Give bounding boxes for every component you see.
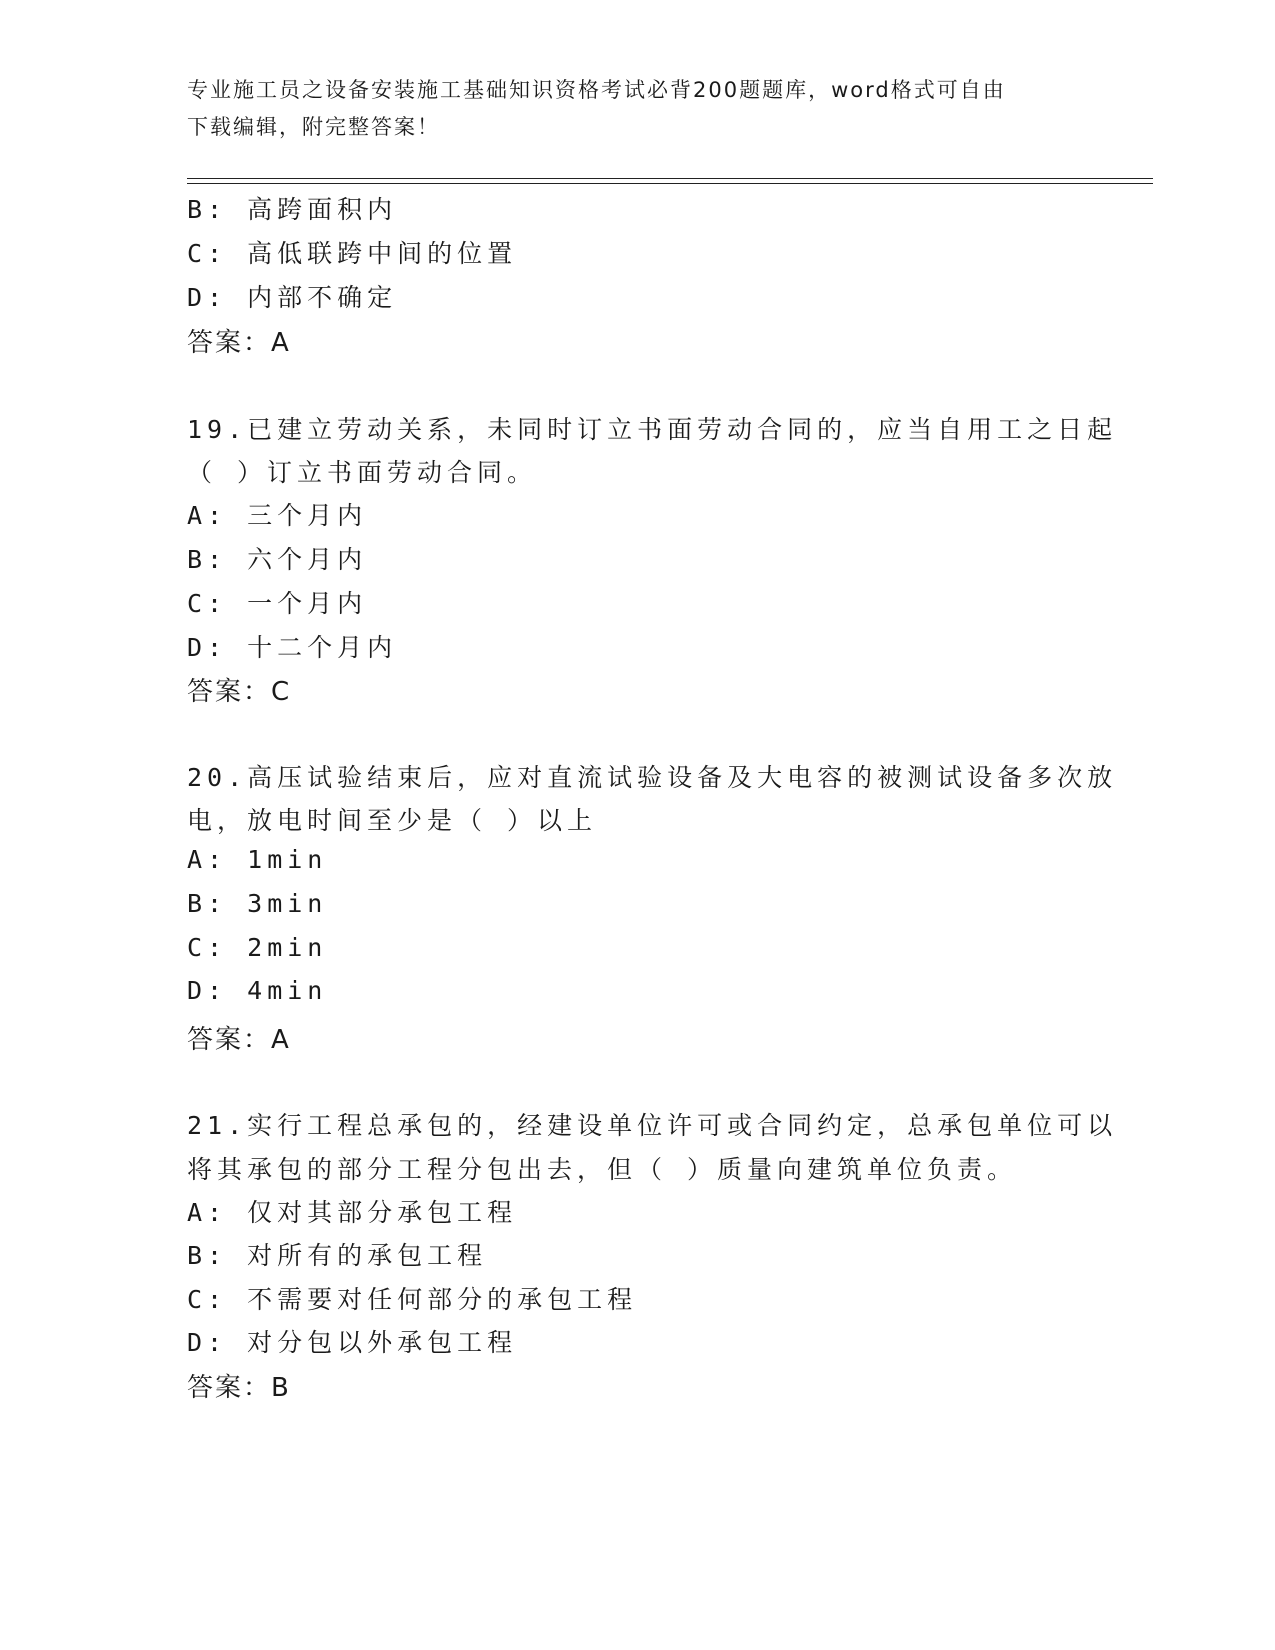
q19-stem-line-2: （ ）订立书面劳动合同。 [187, 458, 538, 487]
prev-option-d: D: 内部不确定 [187, 283, 398, 312]
q20-stem-line-2: 电，放电时间至少是（ ）以上 [187, 806, 598, 835]
q19-option-c: C: 一个月内 [187, 589, 368, 618]
q20-stem-line-1: 20.高压试验结束后，应对直流试验设备及大电容的被测试设备多次放 [187, 763, 1118, 792]
q21-stem-line-2: 将其承包的部分工程分包出去，但（ ）质量向建筑单位负责。 [187, 1155, 1018, 1184]
q20-answer: 答案：A [187, 1025, 291, 1055]
header-divider-bottom [187, 183, 1153, 184]
q19-option-b: B: 六个月内 [187, 545, 368, 574]
q21-option-d: D: 对分包以外承包工程 [187, 1328, 518, 1357]
q21-option-c: C: 不需要对任何部分的承包工程 [187, 1285, 638, 1314]
prev-answer: 答案：A [187, 328, 291, 358]
q21-answer: 答案：B [187, 1373, 291, 1403]
q20-option-d: D: 4min [187, 976, 328, 1005]
q19-stem-line-1: 19.已建立劳动关系，未同时订立书面劳动合同的，应当自用工之日起 [187, 415, 1118, 444]
q20-option-c: C: 2min [187, 933, 328, 962]
q21-option-a: A: 仅对其部分承包工程 [187, 1198, 518, 1227]
q20-option-b: B: 3min [187, 889, 328, 918]
header-divider-top [187, 178, 1153, 179]
header-line-1: 专业施工员之设备安装施工基础知识资格考试必背200题题库，word格式可自由 [187, 78, 1006, 102]
q19-answer: 答案：C [187, 677, 292, 707]
q19-option-a: A: 三个月内 [187, 501, 368, 530]
q21-stem-line-1: 21.实行工程总承包的，经建设单位许可或合同约定，总承包单位可以 [187, 1111, 1118, 1140]
q20-option-a: A: 1min [187, 845, 328, 874]
header-line-2: 下载编辑，附完整答案！ [187, 115, 440, 139]
prev-option-c: C: 高低联跨中间的位置 [187, 239, 518, 268]
prev-option-b: B: 高跨面积内 [187, 195, 398, 224]
q21-option-b: B: 对所有的承包工程 [187, 1241, 488, 1270]
page-header [187, 72, 1067, 146]
q19-option-d: D: 十二个月内 [187, 633, 398, 662]
